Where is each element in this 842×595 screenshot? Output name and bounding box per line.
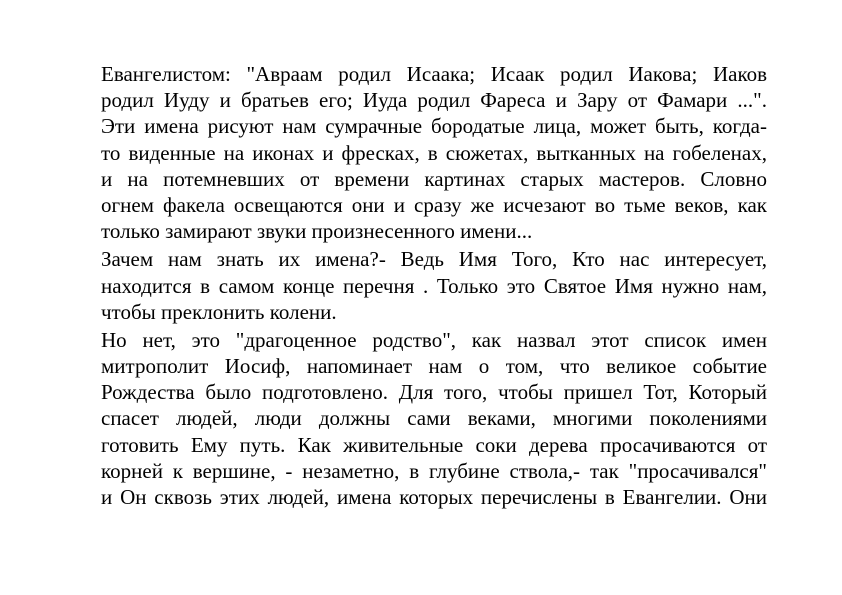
text-line: митрополит Иосиф, напоминает нам о том, что великое событие: [101, 354, 767, 379]
text-line: то виденные на иконах и фресках, в сюжетах, вытканных на гобеленах,: [101, 140, 767, 165]
paragraph-1: [101, 61, 767, 244]
paragraph-3: [101, 327, 767, 510]
text-line: Зачем нам знать их имена?- Ведь Имя Того, Кто нас интересует,: [101, 247, 767, 272]
text-line: Но нет, это "драгоценное родство", как назвал этот список имен: [101, 327, 767, 352]
text-line: огнем факела освещаются они и сразу же исчезают во тьме веков, как: [101, 192, 767, 217]
text-line: спасет людей, люди должны сами веками, многими поколениями: [101, 406, 767, 431]
paragraph-2: [101, 246, 767, 325]
text-line: корней к вершине, - незаметно, в глубине ствола,- так "просачивался": [101, 458, 767, 483]
text-line: находится в самом конце перечня . Только это Святое Имя нужно нам,: [101, 273, 767, 298]
text-line: и на потемневших от времени картинах старых мастеров. Словно: [101, 166, 767, 191]
text-line: готовить Ему путь. Как живительные соки дерева просачиваются от: [101, 432, 767, 457]
text-line: Эти имена рисуют нам сумрачные бородатые лица, может быть, когда-: [101, 114, 767, 139]
text-line: родил Иуду и братьев его; Иуда родил Фареса и Зару от Фамари ...".: [101, 88, 767, 113]
text-line: и Он сквозь этих людей, имена которых перечислены в Евангелии. Они: [101, 485, 767, 509]
text-body: [101, 61, 767, 510]
text-line: чтобы преклонить колени.: [101, 299, 337, 324]
text-line: только замирают звуки произнесенного имени...: [101, 219, 533, 244]
text-line: Евангелистом: "Авраам родил Исаака; Исаак родил Иакова; Иаков: [101, 62, 767, 86]
text-line: Рождества было подготовлено. Для того, чтобы пришел Тот, Который: [101, 380, 767, 405]
